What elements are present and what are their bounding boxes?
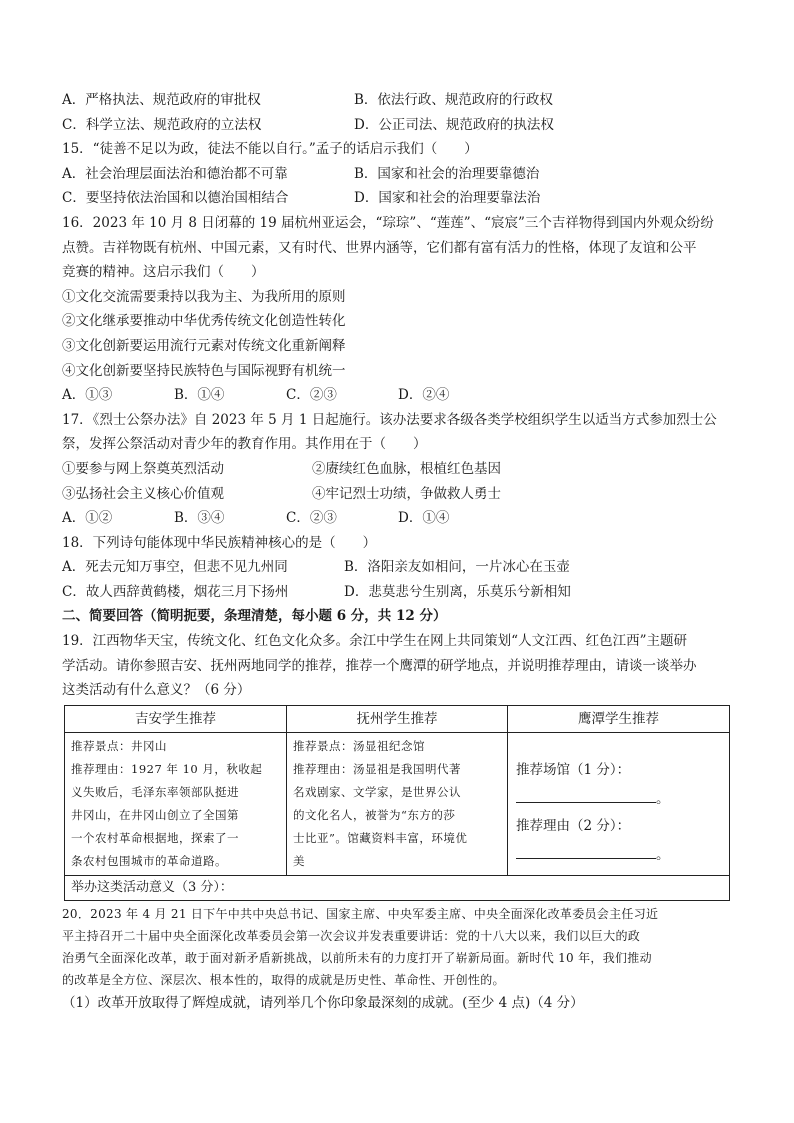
- fuzhou-cell: [287, 732, 508, 875]
- q17-stem-line2: 祭，发挥公祭活动对青少年的教育作用。其作用在于（ ）: [62, 436, 427, 453]
- q16-option-a: A．①③: [62, 387, 113, 404]
- period: 。: [656, 846, 670, 863]
- yingtan-cell: [508, 732, 730, 875]
- jian-cell: [65, 732, 287, 875]
- q14-option-d: D．公正司法、规范政府的执法权: [354, 116, 554, 133]
- q19-stem-line3: 这类活动有什么意义？（6 分）: [62, 682, 251, 699]
- q14-option-b: B．依法行政、规范政府的行政权: [354, 92, 553, 108]
- yingtan-reason-blank[interactable]: [516, 840, 721, 869]
- fuzhou-line: 推荐景点：汤显祖纪念馆: [293, 738, 425, 753]
- q17-option-b: B．③④: [174, 510, 225, 527]
- q16-stem-line2: 点赞。吉祥物既有杭州、中国元素，又有时代、世界内涵等，它们都有富有活力的性格，体现了友谊和公平: [62, 239, 697, 256]
- q15-option-a: A．社会治理层面法治和德治都不可靠: [62, 165, 288, 182]
- q20-sub1: （1）改革开放取得了辉煌成就，请列举几个你印象最深刻的成就。(至少 4 点)（4 分）: [62, 994, 584, 1011]
- q18-option-b: B．洛阳亲友如相问，一片冰心在玉壶: [344, 559, 570, 576]
- q15-option-b: B．国家和社会的治理要靠德治: [354, 165, 540, 182]
- q18-option-c: C．故人西辞黄鹤楼，烟花三月下扬州: [62, 583, 289, 600]
- q17-item-3: ③弘扬社会主义核心价值观: [62, 485, 224, 502]
- q16-item-2: ②文化继承要推动中华优秀传统文化创造性转化: [62, 313, 346, 330]
- q14-option-a: A．严格执法、规范政府的审批权: [62, 92, 261, 108]
- yingtan-reason-label: 推荐理由（2 分）：: [516, 817, 631, 834]
- q16-stem-line3: 竞赛的精神。这启示我们（ ）: [62, 264, 265, 281]
- q17-option-a: A．①②: [62, 510, 113, 527]
- table-content-row: [65, 732, 730, 875]
- jian-line: 井冈山，在井冈山创立了全国第: [71, 807, 239, 822]
- jian-line: 条农村包围城市的革命道路。: [71, 853, 227, 868]
- q17-options: [62, 506, 732, 531]
- jian-line: 一个农村革命根据地，探索了一: [71, 830, 239, 845]
- q16-option-c: C．②③: [286, 387, 337, 404]
- meaning-cell[interactable]: 举办这类活动意义（3 分）：: [65, 875, 730, 900]
- q17-option-d: D．①④: [398, 510, 450, 527]
- recommendation-table: [64, 705, 730, 901]
- fuzhou-line: 的文化名人，被誉为“东方的莎: [293, 807, 456, 822]
- table-header-row: [65, 705, 730, 732]
- q15-stem: 15．“徒善不足以为政，徒法不能以自行。”孟子的话启示我们（ ）: [62, 141, 478, 158]
- q15-options-row1: [62, 162, 732, 187]
- q16-item-4: ④文化创新要坚持民族特色与国际视野有机统一: [62, 362, 346, 379]
- q17-item-1: ①要参与网上祭奠英烈活动: [62, 460, 224, 477]
- q20-stem: [62, 903, 732, 991]
- yingtan-venue-label: 推荐场馆（1 分）：: [516, 761, 631, 778]
- fuzhou-line: 美: [293, 853, 305, 868]
- q16-options: [62, 383, 732, 408]
- exam-page: [62, 88, 732, 1015]
- q18-option-a: A．死去元知万事空，但悲不见九州同: [62, 559, 288, 576]
- jian-line: 推荐景点：井冈山: [71, 738, 167, 753]
- header-fuzhou: 抚州学生推荐: [287, 705, 508, 732]
- header-jian: 吉安学生推荐: [65, 705, 287, 732]
- q17-item-2: ②赓续红色血脉，根植红色基因: [312, 460, 501, 477]
- q15-options-row2: [62, 186, 732, 211]
- q18-options-row2: [62, 580, 732, 605]
- q19-stem-line1: 19．江西物华天宝，传统文化、红色文化众多。余江中学生在网上共同策划“人文江西、红色江西”主题研: [62, 633, 687, 650]
- q16-stem-line1: 16．2023 年 10 月 8 日闭幕的 19 届杭州亚运会，“琮琮”、“莲莲”、“宸宸”三个吉祥物得到国内外观众纷纷: [62, 214, 714, 231]
- q17-item-4: ④牢记烈士功绩，争做救人勇士: [312, 485, 501, 502]
- q16-item-1: ①文化交流需要秉持以我为主、为我所用的原则: [62, 288, 346, 305]
- q17-items-row2: [62, 482, 732, 507]
- jian-line: 义失败后，毛泽东率领部队挺进: [71, 784, 239, 799]
- q18-stem: 18．下列诗句能体现中华民族精神核心的是（ ）: [62, 534, 377, 551]
- q14-option-c: C．科学立法、规范政府的立法权: [62, 116, 262, 133]
- table-meaning-row: [65, 875, 730, 900]
- q19-stem-line2: 学活动。请你参照吉安、抚州两地同学的推荐，推荐一个鹰潭的研学地点，并说明推荐理由，请谈一谈举办: [62, 657, 697, 674]
- q15-option-c: C．要坚持依法治国和以德治国相结合: [62, 190, 289, 207]
- q16-option-d: D．②④: [398, 387, 450, 404]
- fuzhou-line: 推荐理由：汤显祖是我国明代著: [293, 761, 461, 776]
- fuzhou-line: 士比亚”。馆藏资料丰富，环境优: [293, 830, 468, 845]
- q16-item-3: ③文化创新要运用流行元素对传统文化重新阐释: [62, 337, 346, 354]
- q17-option-c: C．②③: [286, 510, 337, 527]
- header-yingtan: 鹰潭学生推荐: [508, 705, 730, 732]
- q17-stem-line1: 17．《烈士公祭办法》自 2023 年 5 月 1 日起施行。该办法要求各级各类学校组织学生以适当方式参加烈士公: [62, 411, 717, 428]
- q17-items-row1: [62, 457, 732, 482]
- q20-stem-line4: 的改革是全方位、深层次、根本性的，取得的成就是历史性、革命性、开创性的。: [62, 972, 505, 987]
- yingtan-venue-blank[interactable]: [516, 784, 721, 813]
- q15-option-d: D．国家和社会的治理要靠法治: [354, 190, 541, 207]
- q20-stem-line2: 平主持召开二十届中央全面深化改革委员会第一次会议并发表重要讲话：党的十八大以来，我们以巨大的政: [62, 928, 641, 943]
- q16-option-b: B．①④: [174, 387, 225, 404]
- fuzhou-line: 名戏剧家、文学家，是世界公认: [293, 784, 461, 799]
- q14-options-row2: [62, 113, 732, 138]
- jian-line: 推荐理由：1927 年 10 月，秋收起: [71, 761, 263, 776]
- period: 。: [656, 790, 670, 807]
- q20-stem-line3: 治勇气全面深化改革，敢于面对新矛盾新挑战，以前所未有的力度打开了崭新局面。新时代 10 年，我们推动: [62, 950, 652, 965]
- q18-option-d: D．悲莫悲兮生别离，乐莫乐兮新相知: [344, 583, 571, 600]
- q14-options-row1: [62, 88, 732, 113]
- q20-stem-line1: 20．2023 年 4 月 21 日下午中共中央总书记、国家主席、中央军委主席、中央全面深化改革委员会主任习近: [62, 906, 659, 921]
- q18-options-row1: [62, 555, 732, 580]
- section-2-title: 二、简要回答（简明扼要，条理清楚，每小题 6 分，共 12 分）: [62, 608, 447, 625]
